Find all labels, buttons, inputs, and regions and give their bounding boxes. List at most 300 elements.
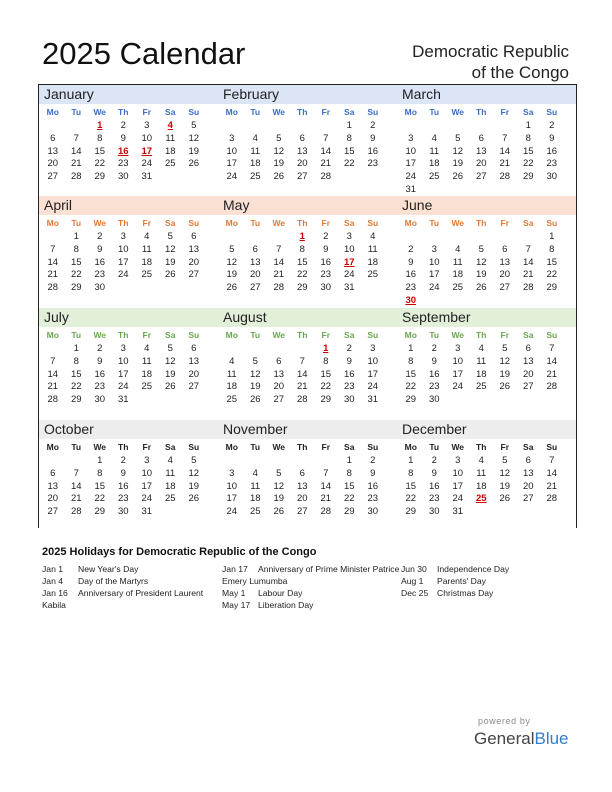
- week-row: [39, 133, 218, 146]
- weekday-label: Th: [297, 218, 308, 228]
- holiday-item: [401, 587, 571, 599]
- day-cell: 3: [144, 120, 150, 131]
- weekday-header: [218, 105, 397, 120]
- week-row: [39, 369, 218, 382]
- weekday-label: Th: [118, 442, 129, 452]
- day-cell: 20: [499, 269, 511, 281]
- day-cell: 24: [452, 493, 464, 505]
- empty-day-cell: [135, 282, 159, 295]
- empty-day-cell: [267, 231, 291, 244]
- week-row: [39, 493, 218, 506]
- day-cell: 28: [70, 171, 82, 183]
- day-cell: 10: [117, 243, 129, 255]
- day-cell: 8: [346, 467, 352, 479]
- month-name: December: [397, 420, 576, 439]
- weekday-label: Su: [188, 218, 200, 228]
- day-cell: 22: [94, 158, 106, 170]
- empty-day-cell: [267, 455, 291, 468]
- day-cell: 17: [117, 256, 129, 268]
- weekday-label: Mo: [225, 442, 238, 452]
- day-cell: 28: [273, 282, 285, 294]
- day-cell: 5: [455, 132, 461, 144]
- day-cell: 8: [97, 467, 103, 479]
- day-cell: 4: [144, 231, 150, 242]
- holiday-day-cell: 1: [97, 120, 103, 131]
- day-cell: 10: [428, 256, 440, 268]
- day-cell: 12: [249, 368, 261, 380]
- day-cell: 4: [144, 343, 150, 354]
- weekday-label: Sa: [165, 442, 176, 452]
- day-cell: 5: [191, 120, 197, 131]
- weekday-label: Th: [476, 330, 487, 340]
- day-cell: 24: [428, 282, 440, 294]
- day-cell: 31: [367, 394, 379, 406]
- day-cell: 13: [47, 145, 59, 157]
- weekday-label: We: [93, 107, 107, 117]
- day-cell: 5: [502, 455, 508, 466]
- empty-day-cell: [540, 295, 564, 308]
- day-cell: 2: [549, 120, 555, 131]
- weekday-label: Sa: [165, 218, 176, 228]
- day-cell: 22: [320, 381, 332, 393]
- weekday-label: Su: [367, 330, 379, 340]
- day-cell: 4: [167, 455, 173, 466]
- empty-day-cell: [291, 343, 315, 356]
- day-cell: 24: [343, 269, 355, 281]
- day-cell: 16: [117, 480, 129, 492]
- day-cell: 12: [499, 355, 511, 367]
- day-cell: 19: [164, 256, 176, 268]
- day-cell: 16: [343, 368, 355, 380]
- empty-day-cell: [65, 120, 89, 133]
- day-cell: 29: [405, 506, 417, 518]
- day-cell: 9: [97, 355, 103, 367]
- quarter-row: [38, 196, 577, 308]
- day-cell: 2: [97, 231, 103, 242]
- day-cell: 10: [452, 467, 464, 479]
- day-cell: 15: [94, 480, 106, 492]
- day-cell: 20: [475, 158, 487, 170]
- day-cell: 6: [50, 132, 56, 144]
- empty-day-cell: [291, 120, 315, 133]
- day-cell: 1: [408, 455, 414, 466]
- week-row: [218, 146, 397, 159]
- week-row: [397, 356, 576, 369]
- day-cell: 5: [191, 455, 197, 466]
- empty-day-cell: [244, 455, 268, 468]
- weekday-label: Fr: [321, 107, 330, 117]
- month-name: July: [39, 308, 218, 327]
- day-cell: 31: [405, 183, 417, 195]
- day-cell: 20: [296, 493, 308, 505]
- day-cell: 2: [370, 455, 376, 466]
- weekday-label: Su: [367, 442, 379, 452]
- week-row: [218, 369, 397, 382]
- day-cell: 23: [428, 381, 440, 393]
- day-cell: 4: [478, 455, 484, 466]
- day-cell: 26: [164, 269, 176, 281]
- weekday-label: We: [272, 330, 286, 340]
- day-cell: 23: [343, 381, 355, 393]
- weekday-label: Fr: [142, 107, 151, 117]
- weekday-header: [39, 440, 218, 455]
- day-cell: 28: [320, 171, 332, 183]
- day-cell: 19: [164, 368, 176, 380]
- empty-day-cell: [470, 120, 494, 133]
- month-april: [39, 196, 218, 308]
- day-cell: 27: [47, 171, 59, 183]
- day-cell: 29: [405, 394, 417, 406]
- weekday-label: Tu: [71, 107, 82, 117]
- weekday-label: Fr: [321, 218, 330, 228]
- day-cell: 8: [408, 467, 414, 479]
- day-cell: 25: [367, 269, 379, 281]
- day-cell: 9: [120, 467, 126, 479]
- country-name: [412, 41, 569, 83]
- day-cell: 15: [296, 256, 308, 268]
- week-row: [39, 394, 218, 407]
- week-row: [397, 343, 576, 356]
- day-cell: 27: [522, 493, 534, 505]
- empty-day-cell: [540, 184, 564, 197]
- holiday-day-cell: 30: [405, 294, 417, 306]
- holiday-name: Liberation Day: [258, 600, 314, 610]
- week-row: [218, 133, 397, 146]
- day-cell: 27: [475, 171, 487, 183]
- holiday-day-cell: 4: [167, 120, 173, 131]
- weekday-header: [39, 216, 218, 231]
- day-cell: 5: [167, 231, 173, 242]
- day-cell: 11: [250, 480, 261, 492]
- day-cell: 28: [546, 381, 558, 393]
- week-row: [218, 231, 397, 244]
- day-cell: 25: [249, 506, 261, 518]
- day-cell: 14: [47, 368, 59, 380]
- day-cell: 1: [525, 120, 531, 131]
- weekday-header: [218, 440, 397, 455]
- day-cell: 23: [117, 158, 129, 170]
- day-cell: 25: [141, 381, 153, 393]
- holiday-date: Jan 4: [42, 576, 64, 586]
- weekday-label: Su: [188, 107, 200, 117]
- day-cell: 5: [276, 132, 282, 144]
- day-cell: 29: [296, 282, 308, 294]
- day-cell: 4: [455, 243, 461, 255]
- day-cell: 11: [367, 243, 378, 255]
- day-cell: 24: [141, 158, 153, 170]
- empty-day-cell: [470, 295, 494, 308]
- day-cell: 26: [273, 506, 285, 518]
- page-title: 2025 Calendar: [42, 36, 246, 71]
- weekday-label: Su: [367, 107, 379, 117]
- week-row: [39, 356, 218, 369]
- day-cell: 11: [250, 145, 261, 157]
- day-cell: 8: [525, 132, 531, 144]
- holiday-name: Independence Day: [437, 564, 510, 574]
- empty-day-cell: [470, 394, 494, 407]
- day-cell: 31: [343, 282, 355, 294]
- weekday-label: Mo: [225, 218, 238, 228]
- empty-day-cell: [493, 231, 517, 244]
- day-cell: 2: [323, 231, 329, 242]
- month-february: [218, 84, 397, 196]
- day-cell: 13: [188, 243, 200, 255]
- day-cell: 18: [475, 480, 487, 492]
- week-row: [397, 282, 576, 295]
- day-cell: 12: [499, 467, 511, 479]
- day-cell: 19: [273, 158, 285, 170]
- day-cell: 21: [47, 381, 59, 393]
- day-cell: 26: [188, 158, 200, 170]
- empty-day-cell: [361, 282, 385, 295]
- day-cell: 26: [249, 394, 261, 406]
- day-cell: 16: [94, 368, 106, 380]
- weekday-label: Mo: [46, 218, 59, 228]
- day-cell: 29: [94, 171, 106, 183]
- day-cell: 13: [188, 355, 200, 367]
- day-cell: 5: [478, 243, 484, 255]
- day-cell: 15: [70, 368, 82, 380]
- weekday-header: [397, 105, 576, 120]
- empty-day-cell: [399, 231, 423, 244]
- day-cell: 7: [299, 355, 305, 367]
- day-cell: 30: [343, 394, 355, 406]
- empty-day-cell: [244, 120, 268, 133]
- day-cell: 22: [522, 158, 534, 170]
- empty-day-cell: [423, 295, 447, 308]
- day-cell: 13: [522, 467, 534, 479]
- holiday-day-cell: 1: [299, 231, 305, 242]
- weekday-label: Th: [476, 107, 487, 117]
- day-cell: 17: [141, 480, 153, 492]
- holiday-column-3: [401, 563, 571, 599]
- weekday-label: Fr: [142, 442, 151, 452]
- month-march: [397, 84, 576, 196]
- day-cell: 10: [452, 355, 464, 367]
- day-cell: 15: [320, 368, 332, 380]
- day-cell: 14: [320, 480, 332, 492]
- day-cell: 7: [50, 355, 56, 367]
- week-row: [397, 481, 576, 494]
- day-cell: 16: [94, 256, 106, 268]
- day-cell: 18: [452, 269, 464, 281]
- day-cell: 3: [370, 343, 376, 354]
- empty-day-cell: [112, 282, 136, 295]
- day-cell: 7: [525, 243, 531, 255]
- week-row: [218, 468, 397, 481]
- day-cell: 9: [431, 467, 437, 479]
- day-cell: 8: [97, 132, 103, 144]
- calendar-grid: [38, 84, 575, 528]
- empty-day-cell: [220, 231, 244, 244]
- day-cell: 27: [188, 381, 200, 393]
- empty-day-cell: [493, 506, 517, 519]
- weekday-label: Th: [118, 218, 129, 228]
- weekday-label: Sa: [165, 330, 176, 340]
- day-cell: 11: [226, 368, 237, 380]
- day-cell: 11: [165, 132, 176, 144]
- day-cell: 6: [191, 231, 197, 242]
- empty-day-cell: [135, 394, 159, 407]
- weekday-label: Tu: [71, 442, 82, 452]
- day-cell: 25: [141, 269, 153, 281]
- day-cell: 21: [70, 158, 82, 170]
- day-cell: 16: [428, 368, 440, 380]
- day-cell: 26: [475, 282, 487, 294]
- empty-day-cell: [159, 506, 183, 519]
- week-row: [39, 171, 218, 184]
- weekday-label: Sa: [523, 442, 534, 452]
- empty-day-cell: [423, 120, 447, 133]
- day-cell: 17: [405, 158, 417, 170]
- day-cell: 30: [367, 506, 379, 518]
- day-cell: 1: [97, 455, 103, 466]
- day-cell: 12: [475, 256, 487, 268]
- brand-part-2: Blue: [534, 729, 569, 748]
- empty-day-cell: [244, 231, 268, 244]
- day-cell: 9: [370, 467, 376, 479]
- day-cell: 4: [431, 132, 437, 144]
- weekday-label: Th: [476, 442, 487, 452]
- day-cell: 23: [94, 269, 106, 281]
- day-cell: 4: [252, 467, 258, 479]
- empty-day-cell: [517, 506, 541, 519]
- day-cell: 6: [502, 243, 508, 255]
- weekday-label: Mo: [46, 330, 59, 340]
- week-row: [218, 356, 397, 369]
- weekday-label: Sa: [344, 107, 355, 117]
- day-cell: 20: [188, 256, 200, 268]
- empty-day-cell: [446, 120, 470, 133]
- empty-day-cell: [267, 343, 291, 356]
- day-cell: 5: [502, 343, 508, 354]
- weekday-label: Tu: [429, 330, 440, 340]
- holiday-date: Aug 1: [401, 576, 424, 586]
- empty-day-cell: [314, 120, 338, 133]
- day-cell: 13: [47, 480, 59, 492]
- day-cell: 7: [502, 132, 508, 144]
- empty-day-cell: [446, 394, 470, 407]
- day-cell: 29: [343, 506, 355, 518]
- day-cell: 11: [429, 145, 440, 157]
- empty-day-cell: [540, 394, 564, 407]
- month-name: February: [218, 84, 397, 104]
- day-cell: 30: [94, 282, 106, 294]
- month-may: [218, 196, 397, 308]
- day-cell: 5: [167, 343, 173, 354]
- day-cell: 8: [346, 132, 352, 144]
- day-cell: 19: [226, 269, 238, 281]
- day-cell: 20: [47, 158, 59, 170]
- week-row: [397, 394, 576, 407]
- day-cell: 22: [343, 493, 355, 505]
- day-cell: 19: [452, 158, 464, 170]
- week-row: [397, 493, 576, 506]
- weekday-label: Fr: [500, 330, 509, 340]
- day-cell: 8: [299, 243, 305, 255]
- empty-day-cell: [446, 295, 470, 308]
- day-cell: 8: [73, 355, 79, 367]
- day-cell: 1: [73, 231, 79, 242]
- day-cell: 8: [408, 355, 414, 367]
- day-cell: 15: [405, 368, 417, 380]
- weekday-label: We: [272, 442, 286, 452]
- day-cell: 24: [117, 269, 129, 281]
- empty-day-cell: [244, 343, 268, 356]
- weekday-label: Sa: [523, 107, 534, 117]
- day-cell: 23: [94, 381, 106, 393]
- weekday-label: We: [272, 107, 286, 117]
- day-cell: 4: [252, 132, 258, 144]
- day-cell: 8: [323, 355, 329, 367]
- empty-day-cell: [493, 295, 517, 308]
- day-cell: 2: [370, 120, 376, 131]
- day-cell: 2: [431, 343, 437, 354]
- holiday-item: [222, 563, 400, 587]
- weekday-label: Sa: [344, 442, 355, 452]
- weekday-label: Fr: [500, 442, 509, 452]
- day-cell: 19: [188, 145, 200, 157]
- weekday-label: Su: [546, 330, 558, 340]
- week-row: [397, 381, 576, 394]
- day-cell: 10: [405, 145, 417, 157]
- day-cell: 14: [47, 256, 59, 268]
- holiday-name: Labour Day: [258, 588, 303, 598]
- day-cell: 27: [273, 394, 285, 406]
- holiday-item: [42, 563, 217, 575]
- day-cell: 12: [188, 467, 200, 479]
- weekday-label: Mo: [404, 107, 417, 117]
- month-september: [397, 308, 576, 420]
- day-cell: 28: [522, 282, 534, 294]
- month-name: September: [397, 308, 576, 327]
- day-cell: 9: [549, 132, 555, 144]
- empty-day-cell: [314, 455, 338, 468]
- generalblue-logo[interactable]: [474, 729, 569, 749]
- day-cell: 25: [226, 394, 238, 406]
- day-cell: 23: [428, 493, 440, 505]
- day-cell: 29: [70, 394, 82, 406]
- day-cell: 24: [367, 381, 379, 393]
- week-row: [397, 455, 576, 468]
- day-cell: 3: [144, 455, 150, 466]
- day-cell: 17: [367, 368, 379, 380]
- day-cell: 23: [320, 269, 332, 281]
- month-name: January: [39, 84, 218, 104]
- day-cell: 30: [117, 506, 129, 518]
- day-cell: 3: [120, 231, 126, 242]
- week-row: [397, 506, 576, 519]
- weekday-label: We: [93, 442, 107, 452]
- empty-day-cell: [41, 343, 65, 356]
- day-cell: 31: [452, 506, 464, 518]
- weekday-label: Sa: [165, 107, 176, 117]
- day-cell: 11: [141, 243, 152, 255]
- day-cell: 28: [70, 506, 82, 518]
- day-cell: 7: [549, 455, 555, 466]
- day-cell: 13: [249, 256, 261, 268]
- day-cell: 30: [428, 506, 440, 518]
- empty-day-cell: [423, 231, 447, 244]
- day-cell: 21: [546, 480, 558, 492]
- weekday-label: We: [451, 218, 465, 228]
- weekday-label: Fr: [142, 330, 151, 340]
- week-row: [397, 244, 576, 257]
- day-cell: 19: [475, 269, 487, 281]
- day-cell: 14: [70, 145, 82, 157]
- day-cell: 16: [405, 269, 417, 281]
- day-cell: 17: [226, 493, 238, 505]
